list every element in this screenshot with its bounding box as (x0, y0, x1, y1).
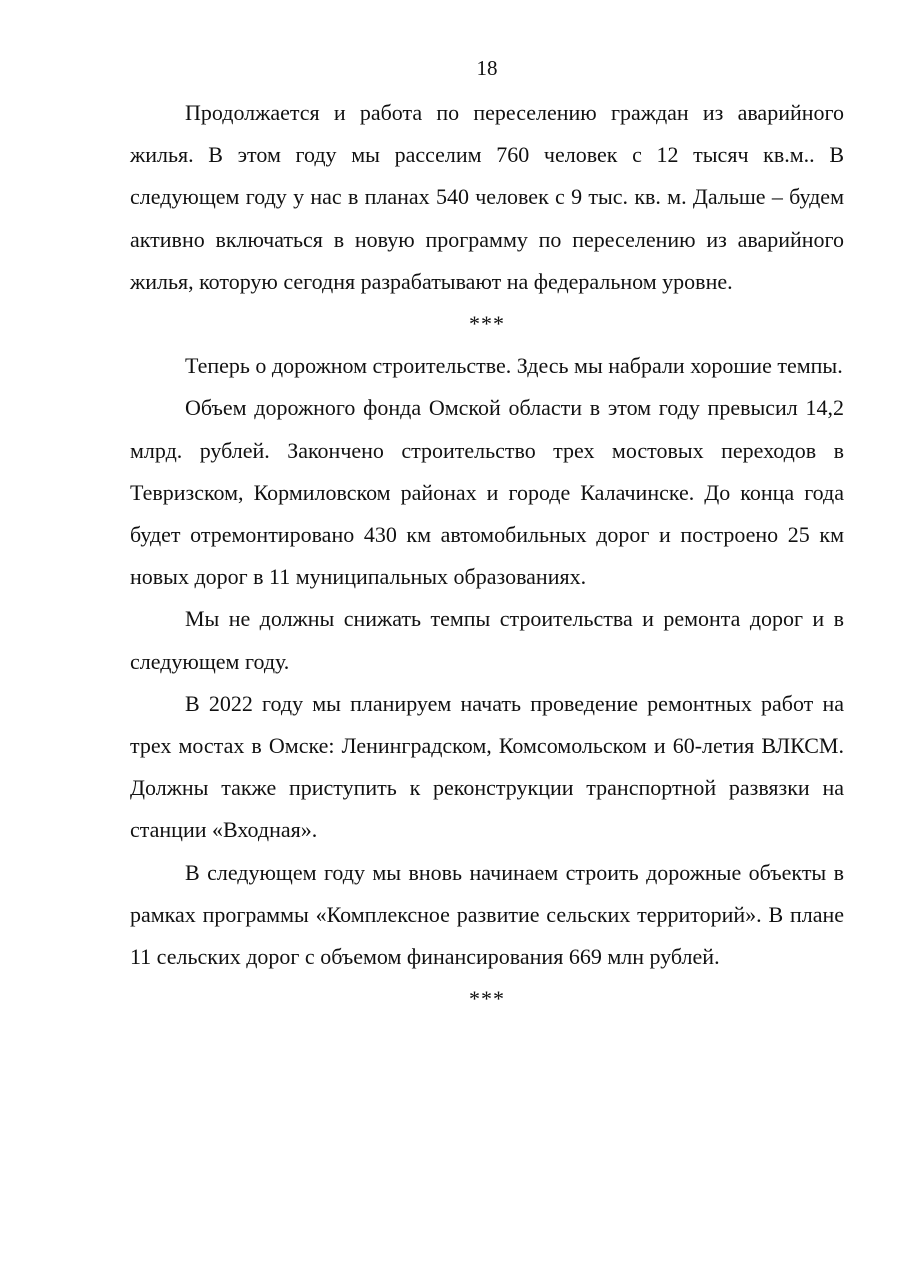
document-body (130, 92, 844, 1020)
section-separator: *** (469, 986, 505, 1012)
paragraph-road-construction-intro: Теперь о дорожном строительстве. Здесь мы набрали хорошие темпы. (185, 353, 843, 379)
paragraph-road-fund: Объем дорожного фонда Омской области в этом году превысил 14,2 млрд. рублей. Закончено строительство трех мостовых переходов в Тевризском, Кормиловском районах и городе Калачинске. До конца года будет отремонтировано 430 км автомобильных дорог и построено 25 км новых дорог в 11 муниципальных образованиях. (130, 395, 844, 590)
page-number: 18 (476, 56, 498, 80)
paragraph-resettlement: Продолжается и работа по переселению граждан из аварийного жилья. В этом году мы расселим 760 человек с 12 тысяч кв.м.. В следующем году у нас в планах 540 человек с 9 тыс. кв. м. Дальше – будем активно включаться в новую программу по переселению из аварийного жилья, которую сегодня разрабатывают на федеральном уровне. (130, 100, 844, 294)
paragraph-keep-pace: Мы не должны снижать темпы строительства и ремонта дорог и в следующем году. (130, 606, 844, 674)
section-separator: *** (469, 311, 505, 337)
paragraph-bridges-2022: В 2022 году мы планируем начать проведение ремонтных работ на трех мостах в Омске: Ленинградском, Комсомольском и 60-летия ВЛКСМ. Должны также приступить к реконструкции транспортной развязки на станции «Входная». (130, 690, 844, 843)
paragraph-rural-roads: В следующем году мы вновь начинаем строить дорожные объекты в рамках программы «Комплексное развитие сельских территорий». В плане 11 сельских дорог с объемом финансирования 669 млн рублей. (130, 859, 844, 970)
